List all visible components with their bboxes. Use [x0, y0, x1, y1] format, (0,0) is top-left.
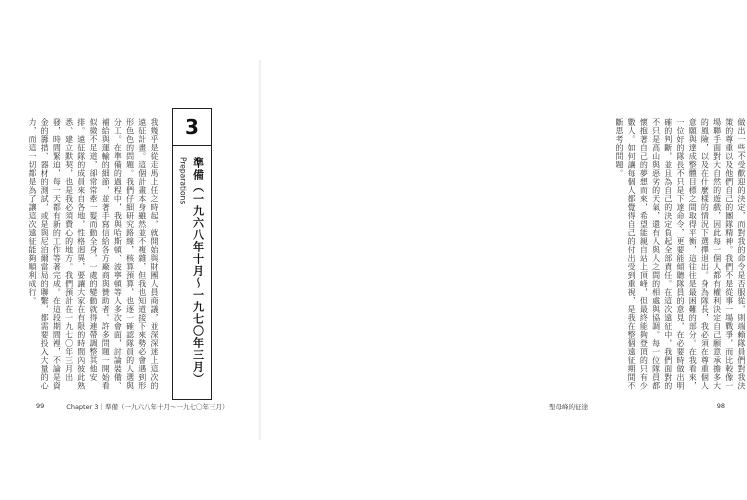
right-page [261, 0, 746, 500]
chapter-title: 準備（一九六八年十月～一九七〇年三月） [191, 157, 205, 385]
left-body-text: 我幾乎是從走馬上任之時起，就開始與財團人員商議，並深深迷上這次的遠征計畫。這個計畫本身雖然並不複雜，但我也知道接下來勢必會遇到形形色色的問題。我們仔細研究路線，核算預算，也逐一確認隊員的人選與分工。在準備的過程中，我與哈斯頓、波寧頓等人多次會面，討論裝備、補給與運輸的細節，並著手寫信給各方廠商與贊助者。許多問題一開始看似微不足道，卻常常牽一髮而動全身，一處的變動就得連帶調整其他安排。遠征隊的成員來自各地，性格迥異，要讓大家在有限的時間內彼此熟悉、建立默契，也是我必須費心的地方。我們預計在一九七〇年三月出發，時間緊迫，每一天都有新的工作等著完成。在這段期間裡，不論是資金的籌措、器材的測試，或是與尼泊爾當局的聯繫，都需要投入大量的心力，而這一切都是為了讓這次遠征能夠順利成行。 [27, 118, 159, 390]
left-page-number: 99 [36, 402, 45, 410]
right-body-text: 做出一些不受歡迎的決定，而對我的命令是否服從，則端賴隊員們對我決策的尊重以及他們自己的團隊精神。我們不是從事一場戰爭，而比較像一場聯手面對大自然的遊戲，因此每一個人都有權利決定自己願意承擔多大的風險，以及在什麼樣的情況下選擇退出。身為隊長，我必須在尊重個人意願與達成整體目標之間取得平衡，這往往是最困難的部分。在我看來，一位好的隊長不只是下達命令，更要能傾聽隊員的意見，在必要時做出明確的判斷，並且為自己的決定負起全部責任。在這次遠征中，我們面對的不只是高山與惡劣的天氣，還有人與人之間的相處與協調。每一位隊員都懷抱著自己的夢想而來，希望能親自站上頂峰，但最終能夠登頂的只有少數人。如何讓每個人都覺得自己的付出受到重視，是我在整個遠征期間不斷思考的問題。 [614, 118, 746, 390]
right-running-head: 聖母峰的征途 [549, 402, 588, 411]
chapter-number: 3 [173, 109, 211, 146]
right-footer [549, 400, 747, 412]
chapter-title-box [172, 108, 212, 400]
left-running-head: Chapter 3｜準備（一九六八年十月～一九七〇年三月） [66, 402, 229, 411]
left-page [0, 0, 259, 500]
chapter-subtitle: Preparations [178, 157, 188, 205]
left-footer [36, 400, 229, 412]
right-page-number: 98 [716, 402, 725, 410]
chapter-title-wrap [173, 147, 211, 399]
